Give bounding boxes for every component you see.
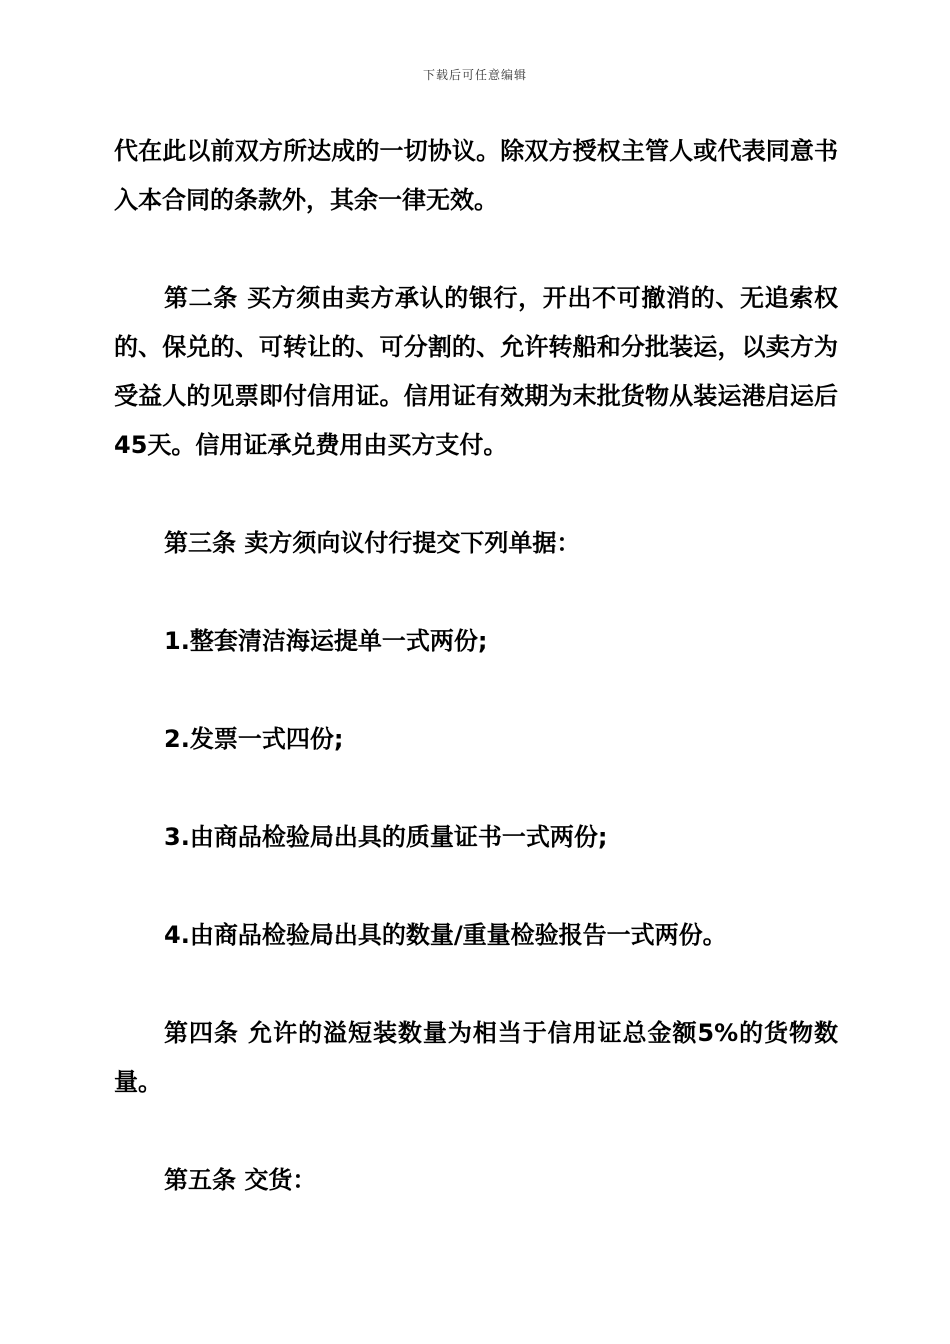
list-item-document-4: 4.由商品检验局出具的数量/重量检验报告一式两份。 — [164, 921, 727, 949]
paragraph-article-3: 第三条 卖方须向议付行提交下列单据： — [164, 529, 581, 557]
paragraph-article-5: 第五条 交货： — [164, 1166, 317, 1194]
page-header: 下载后可任意编辑 — [422, 68, 527, 82]
paragraph-continuation: 代在此以前双方所达成的一切协议。除双方授权主管人或代表同意书入本合同的条款外，其余一律无效。 — [114, 137, 838, 214]
document-body — [114, 127, 838, 1205]
list-item-document-2: 2.发票一式四份; — [164, 725, 344, 753]
paragraph-article-4: 第四条 允许的溢短装数量为相当于信用证总金额5%的货物数量。 — [114, 1019, 838, 1096]
list-item-document-3: 3.由商品检验局出具的质量证书一式两份; — [164, 823, 608, 851]
list-item-document-1: 1.整套清洁海运提单一式两份; — [164, 627, 488, 655]
paragraph-article-2: 第二条 买方须由卖方承认的银行，开出不可撤消的、无追索权的、保兑的、可转让的、可分割的、允许转船和分批装运，以卖方为受益人的见票即付信用证。信用证有效期为末批货物从装运港启运后45天。信用证承兑费用由买方支付。 — [114, 284, 838, 459]
